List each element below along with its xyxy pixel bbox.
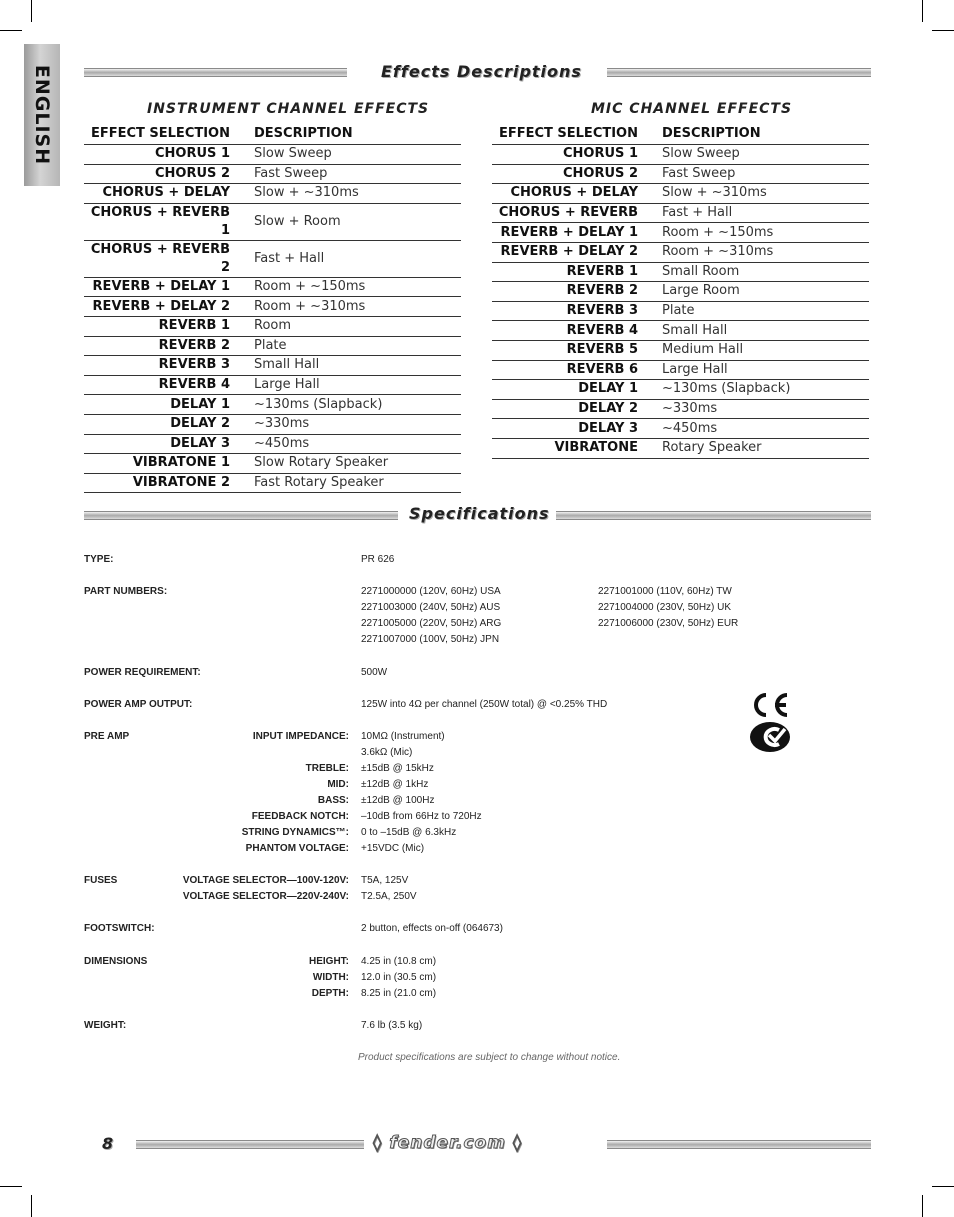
spec-label-weight: WEIGHT: bbox=[84, 1020, 127, 1031]
language-label: ENGLISH bbox=[31, 64, 53, 166]
table-row bbox=[492, 340, 869, 360]
effect-description: Large Hall bbox=[662, 360, 869, 380]
spec-sublabel: HEIGHT: bbox=[309, 956, 349, 967]
table-row bbox=[492, 184, 869, 204]
effect-name: CHORUS 2 bbox=[84, 164, 254, 184]
effect-description: Medium Hall bbox=[662, 340, 869, 360]
table-row bbox=[492, 262, 869, 282]
spec-value-footswitch: 2 button, effects on-off (064673) bbox=[361, 923, 503, 934]
footer-site-text: ◊ fender.com ◊ bbox=[373, 1133, 523, 1153]
effect-description: Fast + Hall bbox=[254, 240, 461, 277]
spec-label-footswitch: FOOTSWITCH: bbox=[84, 923, 155, 934]
effect-name: REVERB 4 bbox=[84, 375, 254, 395]
column-header-description: DESCRIPTION bbox=[254, 126, 353, 141]
header-rule bbox=[84, 511, 398, 520]
table-row bbox=[84, 434, 461, 454]
table-row bbox=[84, 375, 461, 395]
effect-description: Fast Sweep bbox=[254, 164, 461, 184]
ce-mark-icon bbox=[747, 691, 791, 719]
spec-value: ±12dB @ 100Hz bbox=[361, 795, 435, 806]
spec-value-type: PR 626 bbox=[361, 554, 395, 565]
table-row bbox=[492, 399, 869, 419]
effect-name: REVERB + DELAY 1 bbox=[84, 277, 254, 297]
part-number: 2271003000 (240V, 50Hz) AUS bbox=[361, 602, 501, 613]
effect-description: Room + ~310ms bbox=[254, 297, 461, 317]
effect-name: CHORUS 1 bbox=[492, 145, 662, 165]
effect-name: REVERB 6 bbox=[492, 360, 662, 380]
instrument-table-heading: INSTRUMENT CHANNEL EFFECTS bbox=[147, 101, 430, 117]
header-rule bbox=[556, 511, 871, 520]
spec-sublabel: DEPTH: bbox=[311, 988, 349, 999]
crop-mark bbox=[0, 1186, 22, 1187]
effect-description: Large Room bbox=[662, 282, 869, 302]
effect-description: Plate bbox=[662, 301, 869, 321]
spec-value: T2.5A, 250V bbox=[361, 891, 417, 902]
table-row bbox=[84, 277, 461, 297]
spec-label-power-requirement: POWER REQUIREMENT: bbox=[84, 667, 201, 678]
effect-description: Small Hall bbox=[254, 356, 461, 376]
table-row bbox=[84, 203, 461, 240]
spec-disclaimer: Product specifications are subject to change without notice. bbox=[358, 1052, 621, 1063]
table-row bbox=[492, 360, 869, 380]
effect-description: ~450ms bbox=[662, 419, 869, 439]
crop-mark bbox=[922, 0, 923, 22]
effect-name: CHORUS + REVERB bbox=[492, 203, 662, 223]
effect-name: DELAY 3 bbox=[492, 419, 662, 439]
effect-name: REVERB 2 bbox=[492, 282, 662, 302]
effect-description: Room + ~150ms bbox=[254, 277, 461, 297]
part-number: 2271001000 (110V, 60Hz) TW bbox=[598, 586, 732, 597]
effect-name: DELAY 3 bbox=[84, 434, 254, 454]
spec-value: 4.25 in (10.8 cm) bbox=[361, 956, 437, 967]
crop-mark bbox=[932, 1186, 954, 1187]
spec-value: 10MΩ (Instrument) bbox=[361, 731, 445, 742]
spec-value: –10dB from 66Hz to 720Hz bbox=[361, 811, 482, 822]
table-row bbox=[492, 301, 869, 321]
effect-description: Room + ~150ms bbox=[662, 223, 869, 243]
table-row bbox=[84, 395, 461, 415]
effect-description: Slow + ~310ms bbox=[254, 184, 461, 204]
specifications-title: Specifications bbox=[409, 504, 550, 523]
table-row bbox=[492, 380, 869, 400]
table-row bbox=[84, 316, 461, 336]
spec-value-power-amp-output: 125W into 4Ω per channel (250W total) @ <0.25% THD bbox=[361, 699, 608, 710]
effect-name: CHORUS + REVERB 2 bbox=[84, 240, 254, 277]
table-row bbox=[84, 473, 461, 493]
column-header-effect: EFFECT SELECTION bbox=[90, 126, 230, 141]
table-row bbox=[492, 145, 869, 165]
spec-value: +15VDC (Mic) bbox=[361, 843, 425, 854]
spec-label-part-numbers: PART NUMBERS: bbox=[84, 586, 168, 597]
table-row bbox=[492, 242, 869, 262]
spec-sublabel: INPUT IMPEDANCE: bbox=[252, 731, 349, 742]
part-number: 2271006000 (230V, 50Hz) EUR bbox=[598, 618, 739, 629]
effect-description: Small Room bbox=[662, 262, 869, 282]
effect-description: ~130ms (Slapback) bbox=[662, 380, 869, 400]
effect-name: REVERB 5 bbox=[492, 340, 662, 360]
spec-sublabel: TREBLE: bbox=[305, 763, 349, 774]
table-row bbox=[492, 419, 869, 439]
effect-name: CHORUS 2 bbox=[492, 164, 662, 184]
table-row bbox=[492, 438, 869, 458]
spec-value: 8.25 in (21.0 cm) bbox=[361, 988, 437, 999]
header-rule bbox=[607, 68, 871, 77]
spec-sublabel: VOLTAGE SELECTOR—100V-120V: bbox=[182, 875, 349, 886]
table-row bbox=[492, 223, 869, 243]
effect-description: Large Hall bbox=[254, 375, 461, 395]
effect-description: Slow Sweep bbox=[662, 145, 869, 165]
part-number: 2271004000 (230V, 50Hz) UK bbox=[598, 602, 732, 613]
spec-value: ±15dB @ 15kHz bbox=[361, 763, 434, 774]
effect-name: REVERB 2 bbox=[84, 336, 254, 356]
table-row bbox=[492, 321, 869, 341]
effect-name: REVERB 3 bbox=[84, 356, 254, 376]
spec-sublabel: MID: bbox=[327, 779, 349, 790]
language-tab bbox=[24, 44, 60, 186]
spec-sublabel: BASS: bbox=[317, 795, 349, 806]
spec-value-power-requirement: 500W bbox=[361, 667, 388, 678]
effect-description: ~130ms (Slapback) bbox=[254, 395, 461, 415]
effect-name: CHORUS 1 bbox=[84, 145, 254, 165]
spec-value: 3.6kΩ (Mic) bbox=[361, 747, 413, 758]
crop-mark bbox=[31, 1195, 32, 1217]
table-row bbox=[84, 145, 461, 165]
spec-label-fuses: FUSES bbox=[84, 875, 118, 886]
header-rule bbox=[84, 68, 347, 77]
c-tick-mark-icon bbox=[749, 721, 791, 753]
effect-name: DELAY 1 bbox=[84, 395, 254, 415]
table-row bbox=[84, 164, 461, 184]
spec-value: 0 to –15dB @ 6.3kHz bbox=[361, 827, 457, 838]
crop-mark bbox=[0, 30, 22, 31]
spec-value: T5A, 125V bbox=[361, 875, 409, 886]
effect-name: REVERB 1 bbox=[84, 316, 254, 336]
spec-sublabel: FEEDBACK NOTCH: bbox=[251, 811, 349, 822]
crop-mark bbox=[922, 1195, 923, 1217]
footer-rule bbox=[136, 1140, 364, 1149]
effect-name: VIBRATONE bbox=[492, 438, 662, 458]
effect-description: Fast + Hall bbox=[662, 203, 869, 223]
effect-description: Small Hall bbox=[662, 321, 869, 341]
effect-description: Room bbox=[254, 316, 461, 336]
effect-description: Rotary Speaker bbox=[662, 438, 869, 458]
effect-description: Room + ~310ms bbox=[662, 242, 869, 262]
effect-description: Slow Rotary Speaker bbox=[254, 454, 461, 474]
spec-value-weight: 7.6 lb (3.5 kg) bbox=[361, 1020, 423, 1031]
effect-name: CHORUS + DELAY bbox=[84, 184, 254, 204]
table-row bbox=[84, 240, 461, 277]
footer-rule bbox=[607, 1140, 871, 1149]
table-row bbox=[84, 414, 461, 434]
page-number: 8 bbox=[102, 1134, 114, 1153]
spec-label-type: TYPE: bbox=[84, 554, 114, 565]
effects-title: Effects Descriptions bbox=[381, 62, 582, 81]
spec-sublabel: STRING DYNAMICS™: bbox=[241, 827, 349, 838]
effect-description: ~330ms bbox=[662, 399, 869, 419]
part-number: 2271007000 (100V, 50Hz) JPN bbox=[361, 634, 500, 645]
effect-name: REVERB 1 bbox=[492, 262, 662, 282]
effect-name: VIBRATONE 2 bbox=[84, 473, 254, 493]
crop-mark bbox=[932, 30, 954, 31]
effect-description: Fast Rotary Speaker bbox=[254, 473, 461, 493]
crop-mark bbox=[31, 0, 32, 22]
effect-name: DELAY 2 bbox=[84, 414, 254, 434]
effect-description: ~450ms bbox=[254, 434, 461, 454]
effect-name: REVERB + DELAY 2 bbox=[84, 297, 254, 317]
part-number: 2271005000 (220V, 50Hz) ARG bbox=[361, 618, 502, 629]
effect-name: CHORUS + REVERB 1 bbox=[84, 203, 254, 240]
table-row bbox=[492, 203, 869, 223]
spec-label-dimensions: DIMENSIONS bbox=[84, 956, 148, 967]
effect-name: CHORUS + DELAY bbox=[492, 184, 662, 204]
spec-value: ±12dB @ 1kHz bbox=[361, 779, 429, 790]
column-header-description: DESCRIPTION bbox=[662, 126, 761, 141]
table-row bbox=[84, 184, 461, 204]
mic-effects-table bbox=[492, 124, 869, 459]
part-number: 2271000000 (120V, 60Hz) USA bbox=[361, 586, 501, 597]
effect-name: VIBRATONE 1 bbox=[84, 454, 254, 474]
spec-value: 12.0 in (30.5 cm) bbox=[361, 972, 437, 983]
effect-description: Plate bbox=[254, 336, 461, 356]
table-row bbox=[84, 454, 461, 474]
instrument-effects-table bbox=[84, 124, 461, 493]
effect-description: Slow + Room bbox=[254, 203, 461, 240]
effect-description: Fast Sweep bbox=[662, 164, 869, 184]
effect-description: Slow Sweep bbox=[254, 145, 461, 165]
spec-sublabel: WIDTH: bbox=[312, 972, 349, 983]
table-row bbox=[84, 356, 461, 376]
effect-name: REVERB 3 bbox=[492, 301, 662, 321]
column-header-effect: EFFECT SELECTION bbox=[498, 126, 638, 141]
spec-label-power-amp-output: POWER AMP OUTPUT: bbox=[84, 699, 193, 710]
effect-name: REVERB + DELAY 2 bbox=[492, 242, 662, 262]
table-row bbox=[84, 297, 461, 317]
mic-table-heading: MIC CHANNEL EFFECTS bbox=[591, 101, 793, 117]
effect-description: Slow + ~310ms bbox=[662, 184, 869, 204]
effect-description: ~330ms bbox=[254, 414, 461, 434]
table-row bbox=[84, 336, 461, 356]
effect-name: REVERB 4 bbox=[492, 321, 662, 341]
spec-sublabel: PHANTOM VOLTAGE: bbox=[245, 843, 349, 854]
effect-name: REVERB + DELAY 1 bbox=[492, 223, 662, 243]
effect-name: DELAY 1 bbox=[492, 380, 662, 400]
effect-name: DELAY 2 bbox=[492, 399, 662, 419]
table-row bbox=[492, 282, 869, 302]
table-row bbox=[492, 164, 869, 184]
spec-label-pre-amp: PRE AMP bbox=[84, 731, 130, 742]
spec-sublabel: VOLTAGE SELECTOR—220V-240V: bbox=[182, 891, 349, 902]
